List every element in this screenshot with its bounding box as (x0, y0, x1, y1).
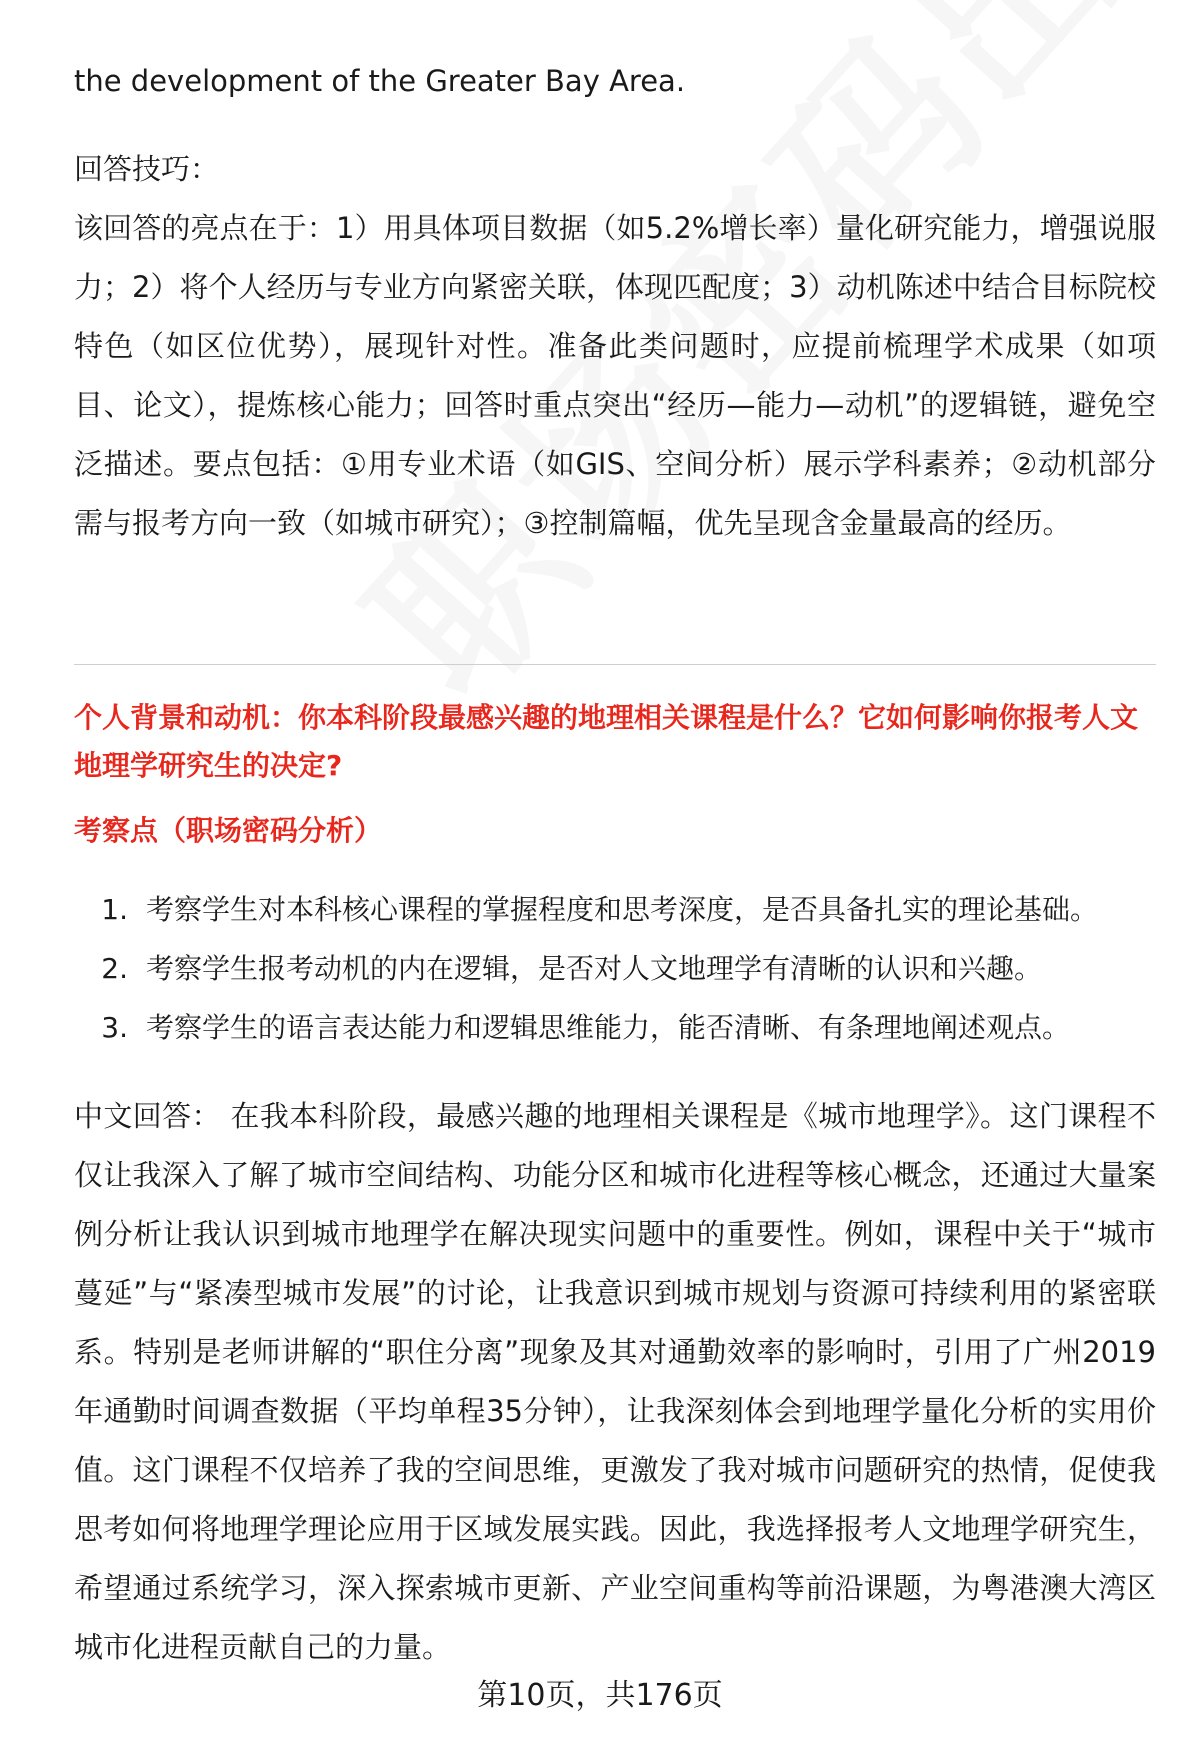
list-item-text: 考察学生报考动机的内在逻辑，是否对人文地理学有清晰的认识和兴趣。 (146, 952, 1043, 985)
tips-label: 回答技巧： (74, 152, 220, 186)
focus-points-list (74, 880, 1156, 1057)
focus-label: 考察点（职场密码分析） (74, 814, 383, 847)
answer-paragraph: 中文回答： 在我本科阶段，最感兴趣的地理相关课程是《城市地理学》。这门课程不仅让我深入了解了城市空间结构、功能分区和城市化进程等核心概念，还通过大量案例分析让我认识到城市地理学在解决现实问题中的重要性。例如，课程中关于“城市蔓延”与“紧凑型城市发展”的讨论，让我意识到城市规划与资源可持续利用的紧密联系。特别是老师讲解的“职住分离”现象及其对通勤效率的影响时，引用了广州2019年通勤时间调查数据（平均单程35分钟），让我深刻体会到地理学量化分析的实用价值。这门课程不仅培养了我的空间思维，更激发了我对城市问题研究的热情，促使我思考如何将地理学理论应用于区域发展实践。因此，我选择报考人文地理学研究生，希望通过系统学习，深入探索城市更新、产业空间重构等前沿课题，为粤港澳大湾区城市化进程贡献自己的力量。 (74, 1099, 1156, 1664)
section-divider (74, 664, 1156, 665)
tips-body: 该回答的亮点在于：1）用具体项目数据（如5.2%增长率）量化研究能力，增强说服力；2）将个人经历与专业方向紧密关联，体现匹配度；3）动机陈述中结合目标院校特色（如区位优势），展现针对性。准备此类问题时，应提前梳理学术成果（如项目、论文），提炼核心能力；回答时重点突出“经历—能力—动机”的逻辑链，避免空泛描述。要点包括：①用专业术语（如GIS、空间分析）展示学科素养；②动机部分需与报考方向一致（如城市研究）；③控制篇幅，优先呈现含金量最高的经历。 (74, 211, 1156, 540)
list-item-text: 考察学生对本科核心课程的掌握程度和思考深度，是否具备扎实的理论基础。 (146, 893, 1099, 926)
continued-paragraph: the development of the Greater Bay Area. (74, 64, 686, 98)
list-item-number: 3. (101, 1011, 128, 1044)
list-item (74, 880, 1156, 939)
question-title: 个人背景和动机：你本科阶段最感兴趣的地理相关课程是什么？它如何影响你报考人文地理学研究生的决定? (74, 701, 1139, 782)
page-number: 第10页，共176页 (477, 1678, 723, 1713)
list-item-number: 1. (101, 893, 128, 926)
list-item (74, 939, 1156, 998)
list-item-number: 2. (101, 952, 128, 985)
list-item (74, 998, 1156, 1057)
list-item-text: 考察学生的语言表达能力和逻辑思维能力，能否清晰、有条理地阐述观点。 (146, 1011, 1071, 1044)
